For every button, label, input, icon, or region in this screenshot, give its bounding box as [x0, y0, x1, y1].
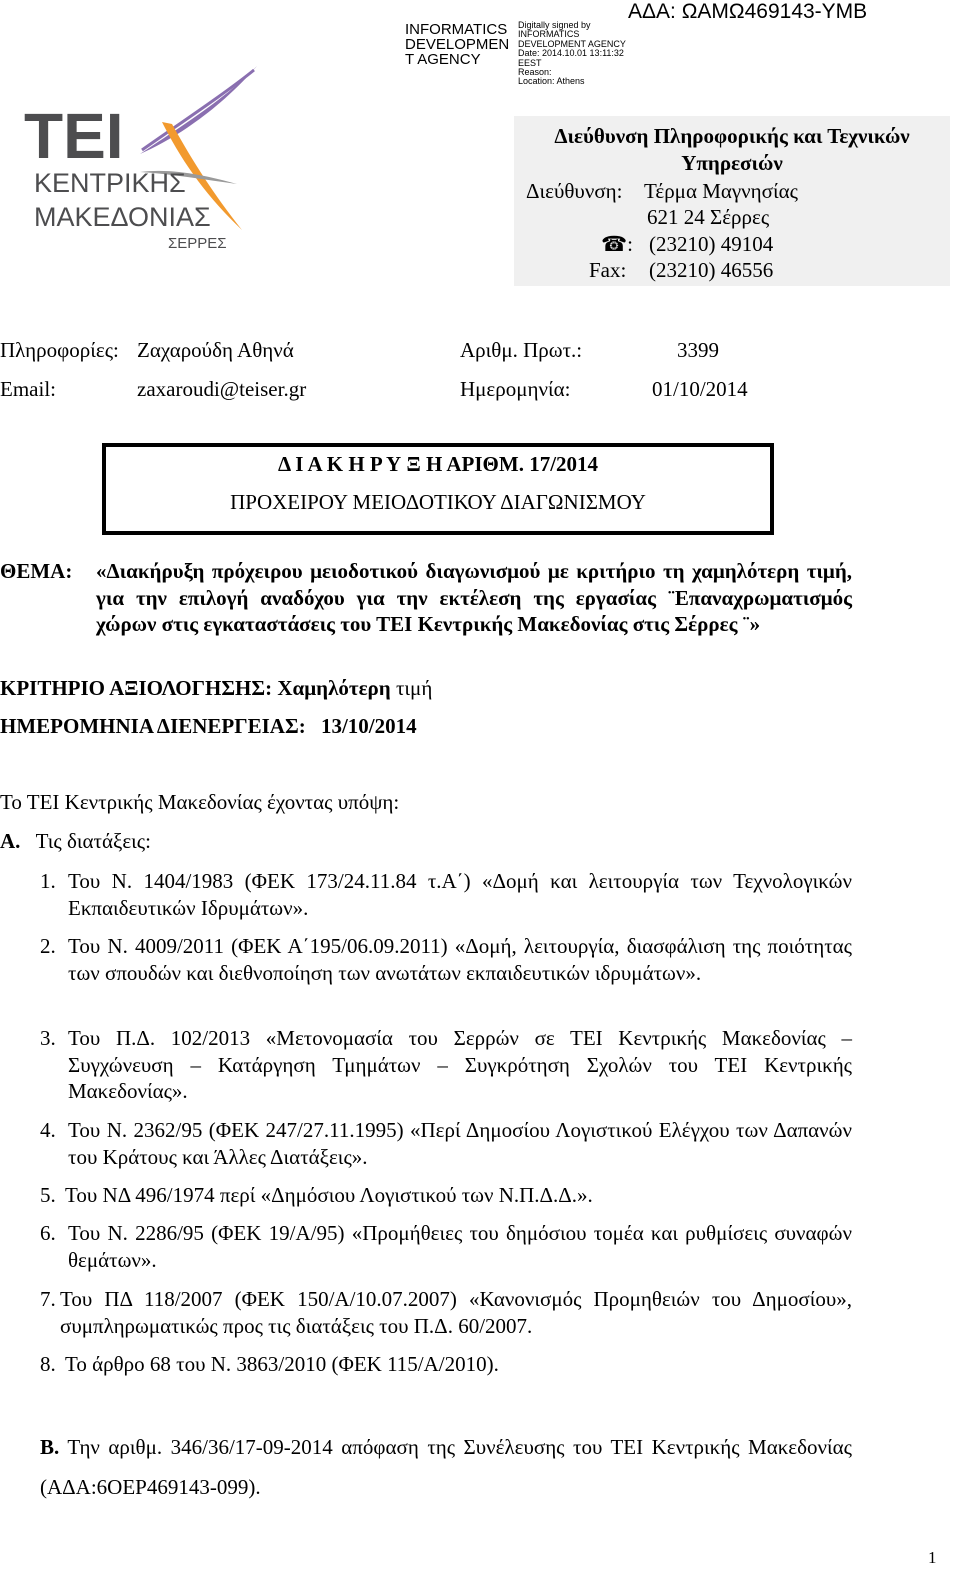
- item-number: 7.: [40, 1287, 56, 1311]
- logo-line1: ΚΕΝΤΡΙΚΗΣ: [34, 168, 186, 198]
- section-a-letter: Α.: [0, 829, 21, 853]
- fax-value: (23210) 46556: [649, 258, 774, 282]
- department-title: Διεύθυνση Πληροφορικής και Τεχνικών Υπηρεσιών: [554, 124, 910, 175]
- info-value: Ζαχαρούδη Αθηνά: [137, 338, 294, 362]
- signature-detail-line: Location: Athens: [518, 76, 585, 87]
- subject: [0, 558, 852, 638]
- signature-detail-line: Digitally signed by: [518, 20, 591, 30]
- announcement-title: Δ Ι Α Κ Η Ρ Υ Ξ Η ΑΡΙΘΜ. 17/2014: [277, 452, 599, 476]
- logo-line2: ΜΑΚΕΔΟΝΙΑΣ: [34, 202, 211, 232]
- date-label: Ημερομηνία:: [460, 377, 571, 401]
- section-b: [40, 1427, 852, 1507]
- info-label: Πληροφορίες:: [0, 338, 119, 362]
- address-label: Διεύθυνση:: [526, 179, 623, 203]
- list-item: [40, 1117, 852, 1170]
- list-item: [40, 868, 852, 921]
- logo-abbr: TEI: [24, 100, 124, 172]
- fax-label: Fax:: [589, 258, 627, 282]
- phone-label-text: :: [627, 232, 634, 256]
- item-text: Του Ν. 1404/1983 (ΦΕΚ 173/24.11.84 τ.Α΄) «Δομή και λειτουργία των Τεχνολογικών Εκπαιδευτικών Ιδρυμάτων».: [68, 869, 852, 920]
- list-item: [40, 1351, 852, 1378]
- item-text: Το άρθρο 68 του Ν. 3863/2010 (ΦΕΚ 115/Α/2010).: [65, 1352, 499, 1376]
- item-number: 6.: [40, 1221, 56, 1245]
- signature-detail-line: INFORMATICS: [518, 29, 580, 40]
- protocol-value: 3399: [677, 338, 719, 362]
- subject-text: «Διακήρυξη πρόχειρου μειοδοτικού διαγωνισμού με κριτήριο τη χαμηλότερη τιμή, για την επιλογή αναδόχου για την εκτέλεση της εργασίας ¨Επαναχρωματισμός χώρων στις εγκαταστάσεις του ΤΕΙ Κεντρικής Μακεδονίας στις Σέρρες ¨»: [96, 559, 852, 637]
- section-a-heading: [0, 829, 151, 854]
- signature-signer-line: DEVELOPMEN: [405, 36, 510, 53]
- phone-value: (23210) 49104: [649, 232, 774, 256]
- execution-date-label: ΗΜΕΡΟΜΗΝΙΑ ΔΙΕΝΕΡΓΕΙΑΣ:: [0, 714, 306, 738]
- email-label: Email:: [0, 377, 56, 401]
- email-value: zaxaroudi@teiser.gr: [137, 377, 307, 401]
- item-text: Του Ν. 4009/2011 (ΦΕΚ Α΄195/06.09.2011) «Δομή, λειτουργία, διασφάλιση της ποιότητας των σπουδών και διεθνοποίηση των ανωτάτων εκπαιδευτικών ιδρυμάτων».: [68, 934, 852, 985]
- signature-signer-line: INFORMATICS: [405, 21, 508, 38]
- list-item: [40, 1025, 852, 1105]
- item-number: 8.: [40, 1352, 56, 1376]
- signature-detail-line: Reason:: [518, 67, 552, 78]
- page-number: 1: [928, 1548, 937, 1567]
- list-item: [40, 933, 852, 986]
- list-item: [40, 1182, 852, 1209]
- date-value: 01/10/2014: [652, 377, 748, 401]
- ada-code: ΑΔΑ: ΩΑΜΩ469143-ΥΜΒ: [628, 0, 868, 23]
- item-number: 4.: [40, 1118, 56, 1142]
- tei-logo-graphic: [22, 62, 262, 262]
- item-text: Του Π.Δ. 102/2013 «Μετονομασία του Σερρών σε ΤΕΙ Κεντρικής Μακεδονίας – Συγχώνευση – Κατάργηση Τμημάτων – Συγκρότηση Σχολών του ΤΕΙ Κεντρικής Μακεδονίας».: [68, 1026, 852, 1104]
- item-text: Του ΝΔ 496/1974 περί «Δημόσιου Λογιστικού των Ν.Π.Δ.Δ.».: [65, 1183, 593, 1207]
- execution-date: [0, 714, 417, 739]
- criterion-value-rest: τιμή: [390, 676, 433, 700]
- subject-label: ΘΕΜΑ:: [0, 559, 73, 583]
- signature-signer: [405, 22, 509, 67]
- intro-text: Το ΤΕΙ Κεντρικής Μακεδονίας έχοντας υπόψη:: [0, 790, 400, 814]
- criterion-value-bold: Χαμηλότερη: [277, 676, 391, 700]
- item-text: Του Ν. 2286/95 (ΦΕΚ 19/Α/95) «Προμήθειες του δημόσιου τομέα και ρυθμίσεις συναφών θεμάτων».: [68, 1221, 852, 1272]
- telephone-icon: ☎: [601, 232, 628, 256]
- item-text: Του Ν. 2362/95 (ΦΕΚ 247/27.11.1995) «Περί Δημοσίου Λογιστικού Ελέγχου των Δαπανών του Κράτους και Άλλες Διατάξεις».: [68, 1118, 852, 1169]
- criterion-label: ΚΡΙΤΗΡΙΟ ΑΞΙΟΛΟΓΗΣΗΣ:: [0, 676, 273, 700]
- phone-label: [601, 231, 633, 257]
- signature-details: [518, 21, 626, 87]
- logo-line3: ΣΕΡΡΕΣ: [168, 235, 227, 252]
- item-number: 5.: [40, 1183, 56, 1207]
- protocol-label: Αριθμ. Πρωτ.:: [460, 338, 583, 362]
- item-number: 3.: [40, 1026, 56, 1050]
- section-b-letter: Β.: [40, 1435, 60, 1459]
- address-value: Τέρμα Μαγνησίας: [644, 179, 798, 203]
- signature-detail-line: Date: 2014.10.01 13:11:32: [518, 48, 624, 59]
- postcode: 621 24 Σέρρες: [647, 205, 770, 229]
- item-number: 2.: [40, 934, 56, 958]
- announcement-subtitle: ΠΡΟΧΕΙΡΟΥ ΜΕΙΟΔΟΤΙΚΟΥ ΔΙΑΓΩΝΙΣΜΟΥ: [230, 490, 646, 514]
- signature-signer-line: T AGENCY: [405, 51, 481, 68]
- list-item: [40, 1286, 852, 1339]
- section-b-text: Την αριθμ. 346/36/17-09-2014 απόφαση της Συνέλευσης του ΤΕΙ Κεντρικής Μακεδονίας (ΑΔΑ:6ΟΕΡ469143-099).: [40, 1435, 852, 1499]
- list-item: [40, 1220, 852, 1273]
- signature-detail-line: EEST: [518, 57, 542, 68]
- item-number: 1.: [40, 869, 56, 893]
- section-a-title: Τις διατάξεις:: [35, 829, 151, 853]
- item-text: Του ΠΔ 118/2007 (ΦΕΚ 150/Α/10.07.2007) «Κανονισμός Προμηθειών του Δημοσίου», συμπληρωματικώς προς τις διατάξεις του Π.Δ. 60/2007.: [60, 1287, 852, 1338]
- execution-date-value: 13/10/2014: [320, 714, 417, 738]
- signature-detail-line: DEVELOPMENT AGENCY: [518, 38, 626, 49]
- tei-logo: [22, 62, 262, 262]
- criterion: [0, 676, 432, 701]
